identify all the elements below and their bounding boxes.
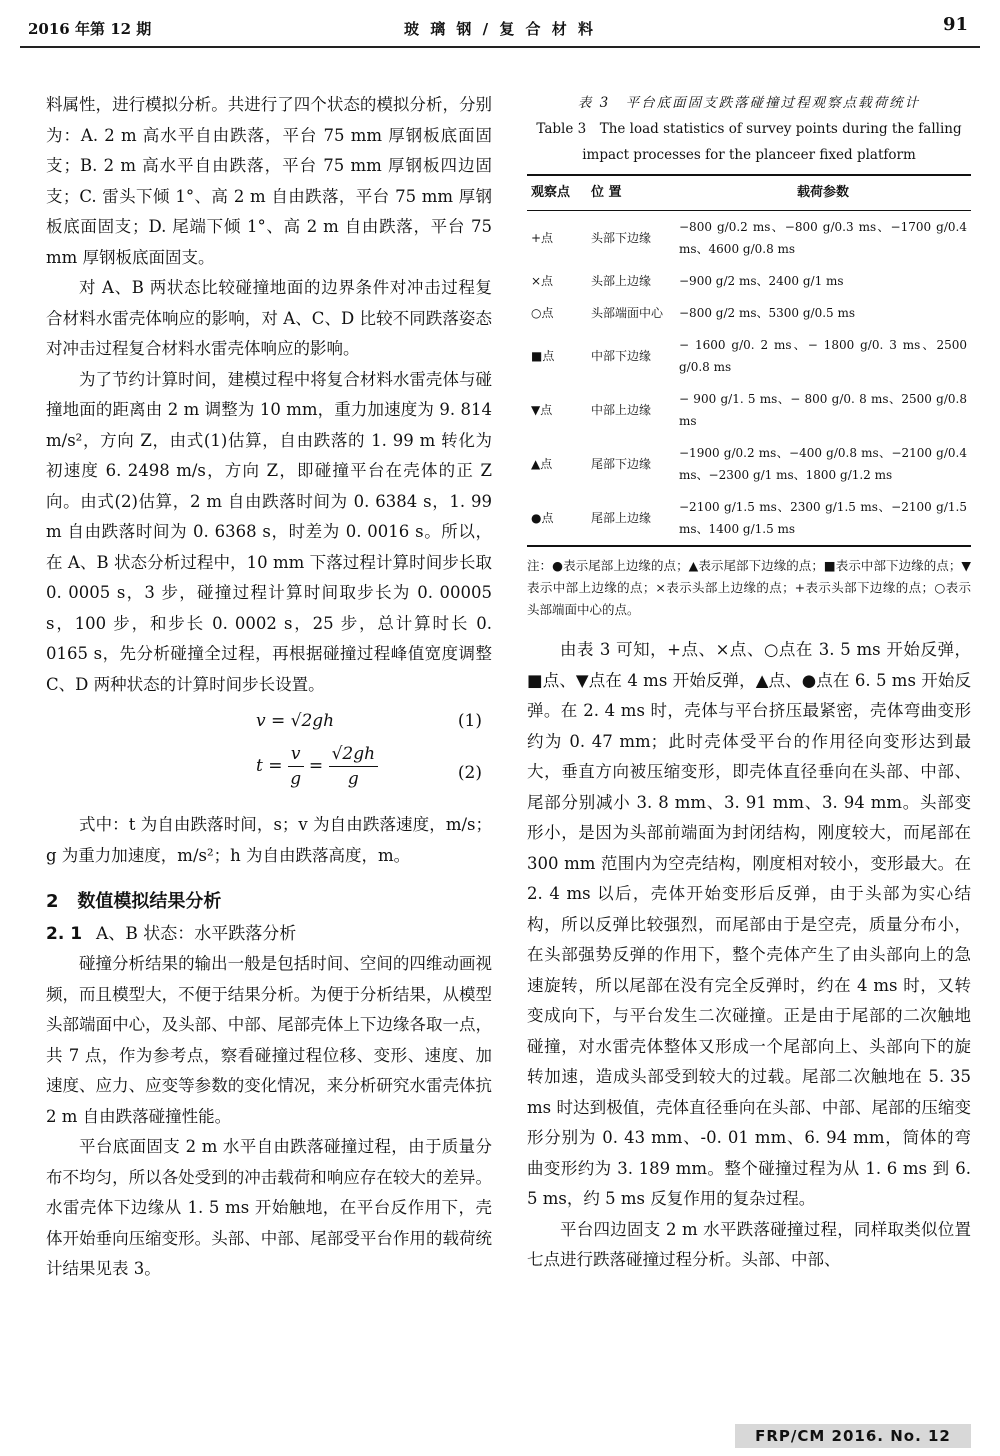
load-statistics-table <box>527 174 971 547</box>
page-header <box>20 12 980 48</box>
table-caption-en: Table 3 The load statistics of survey points during the falling <box>536 121 962 137</box>
journal-title: 玻 璃 钢 / 复 合 材 料 <box>403 20 597 38</box>
paragraph: 碰撞分析结果的输出一般是包括时间、空间的四维动画视频，而且模型大，不便于结果分析。为便于分析结果，从模型头部端面中心，及头部、中部、尾部壳体上下边缘各取一点，共 7 点，作为参考点，察看碰撞过程位移、变形、速度、加速度、应力、应变等参数的变化情况，来分析研究水雷壳体抗 2 m 自由跌落碰撞性能。 <box>46 954 492 1126</box>
footer-label: FRP/CM 2016. No. 12 <box>735 1424 971 1448</box>
subsection-heading: 2. 1 A、B 状态：水平跌落分析 <box>46 924 297 944</box>
paragraph: 为了节约计算时间，建模过程中将复合材料水雷壳体与碰撞地面的距离由 2 m 调整为 10 mm，重力加速度为 9. 814 m/s²，方向 Z，由式(1)估算，自由跌落的 1. 99 m 转化为初速度 6. 2498 m/s，方向 Z，即碰撞平台在壳体的正 Z 向。由式(2)估算，2 m 自由跌落时间为 0. 6384 s，1. 99 m 自由跌落时间为 0. 6368 s，时差为 0. 0016 s。所以，在 A、B 状态分析过程中，10 mm 下落过程计算时间步长取 0. 0005 s，3 步，碰撞过程计算时间取步长为 0. 00005 s，100 步，和步长 0. 0002 s，25 步，总计算时长 0. 0165 s，先分析碰撞全过程，再根据碰撞过程峰值宽度调整 C、D 两种状态的计算时间步长设置。 <box>46 369 492 694</box>
right-column <box>527 90 971 1276</box>
sqrt-expression: √2gh <box>290 711 335 731</box>
table-note: 注：●表示尾部上边缘的点；▲表示尾部下边缘的点；■表示中部下边缘的点；▼表示中部上边缘的点；×表示头部上边缘的点；+表示头部下边缘的点；○表示头部端面中心的点。 <box>527 558 971 617</box>
left-column <box>46 90 492 1285</box>
table-row: ▲点 尾部下边缘 −1900 g/0.2 ms、−400 g/0.8 ms、−2100 g/0.4 ms、−2300 g/1 ms、1800 g/1.2 ms <box>531 446 967 482</box>
column-header: 观察点 <box>531 185 571 200</box>
paragraph: 平台四边固支 2 m 水平跌落碰撞过程，同样取类似位置七点进行跌落碰撞过程分析。头部、中部、 <box>527 1219 971 1269</box>
page-number: 91 <box>942 14 968 35</box>
equation-number: (2) <box>457 763 482 783</box>
paragraph: 平台底面固支 2 m 水平自由跌落碰撞过程，由于质量分布不均匀，所以各处受到的冲击载荷和响应存在较大的差异。水雷壳体下边缘从 1. 5 ms 开始触地，在平台反作用下，壳体开始垂向压缩变形。头部、中部、尾部受平台作用的载荷统计结果见表 3。 <box>46 1137 492 1278</box>
section-heading: 2 数值模拟结果分析 <box>46 891 222 912</box>
table-row: ×点 头部上边缘 −900 g/2 ms、2400 g/1 ms <box>531 274 844 288</box>
paragraph: 料属性，进行模拟分析。共进行了四个状态的模拟分析，分别为：A. 2 m 高水平自由跌落，平台 75 mm 厚钢板底面固支；B. 2 m 高水平自由跌落，平台 75 mm 厚钢板四边固支；C. 雷头下倾 1°、高 2 m 自由跌落，平台 75 mm 厚钢板底面固支；D. 尾端下倾 1°、高 2 m 自由跌落，平台 75 mm 厚钢板底面固支。 <box>46 95 492 267</box>
equation-1: v = √2gh (1) <box>46 700 492 740</box>
paragraph: 式中：t 为自由跌落时间，s；v 为自由跌落速度，m/s；g 为重力加速度，m/s²；h 为自由跌落高度，m。 <box>46 815 492 865</box>
table-caption-en: impact processes for the planceer fixed platform <box>582 147 916 163</box>
table-row: ●点 尾部上边缘 −2100 g/1.5 ms、2300 g/1.5 ms、−2100 g/1.5 ms、1400 g/1.5 ms <box>527 491 971 546</box>
paragraph: 对 A、B 两状态比较碰撞地面的边界条件对冲击过程复合材料水雷壳体响应的影响，对 A、C、D 比较不同跌落姿态对冲击过程复合材料水雷壳体响应的影响。 <box>46 278 492 358</box>
table-caption-cn: 表 3 平台底面固支跌落碰撞过程观察点载荷统计 <box>577 95 921 111</box>
issue-label: 2016 年第 12 期 <box>28 20 152 38</box>
column-header: 位 置 <box>591 185 622 200</box>
equation-number: (1) <box>457 711 482 731</box>
table-row: ▼点 中部上边缘 − 900 g/1. 5 ms、− 800 g/0. 8 ms、2500 g/0.8 ms <box>531 392 967 428</box>
column-header: 载荷参数 <box>796 185 849 200</box>
paragraph: 由表 3 可知，+点、×点、○点在 3. 5 ms 开始反弹，■点、▼点在 4 ms 开始反弹，▲点、●点在 6. 5 ms 开始反弹。在 2. 4 ms 时，壳体与平台挤压最紧密，壳体弯曲变形约为 0. 47 mm；此时壳体受平台的作用径向变形达到最大，垂直方向被压缩变形，即壳体直径垂向在头部、中部、尾部分别减小 3. 8 mm、3. 91 mm、3. 94 mm。头部变形小，是因为头部前端面为封闭结构，刚度较大，而尾部在 300 mm 范围内为空壳结构，刚度相对较小，变形最大。在 2. 4 ms 以后，壳体开始变形后反弹，由于头部为实心结构，所以反弹比较强烈，而尾部由于是空壳，质量分布小，在头部强势反弹的作用下，整个壳体产生了由头部向上的急速旋转，所以尾部在没有完全反弹时，约在 4 ms 时，又转变成向下，与平台发生二次碰撞。正是由于尾部的二次触地碰撞，对水雷壳体整体又形成一个尾部向上、头部向下的旋转加速，造成头部受到较大的过载。尾部二次触地在 5. 35 ms 时达到极值，壳体直径垂向在头部、中部、尾部的压缩变形分别为 0. 43 mm、-0. 01 mm、6. 94 mm，筒体的弯曲变形约为 3. 189 mm。整个碰撞过程为从 1. 6 ms 到 6. 5 ms，约 5 ms 反复作用的复杂过程。 <box>527 640 971 1208</box>
table-row: ■点 中部下边缘 − 1600 g/0. 2 ms、− 1800 g/0. 3 ms、2500 g/0.8 ms <box>531 338 967 374</box>
table-row: +点 头部下边缘 −800 g/0.2 ms、−800 g/0.3 ms、−1700 g/0.4 ms、4600 g/0.8 ms <box>531 220 967 256</box>
equation-2: t = $\frac{v}{g}$ = $\frac{√2gh}{g}$ (2) <box>256 744 482 789</box>
table-row: ○点 头部端面中心 −800 g/2 ms、5300 g/0.5 ms <box>531 306 855 320</box>
